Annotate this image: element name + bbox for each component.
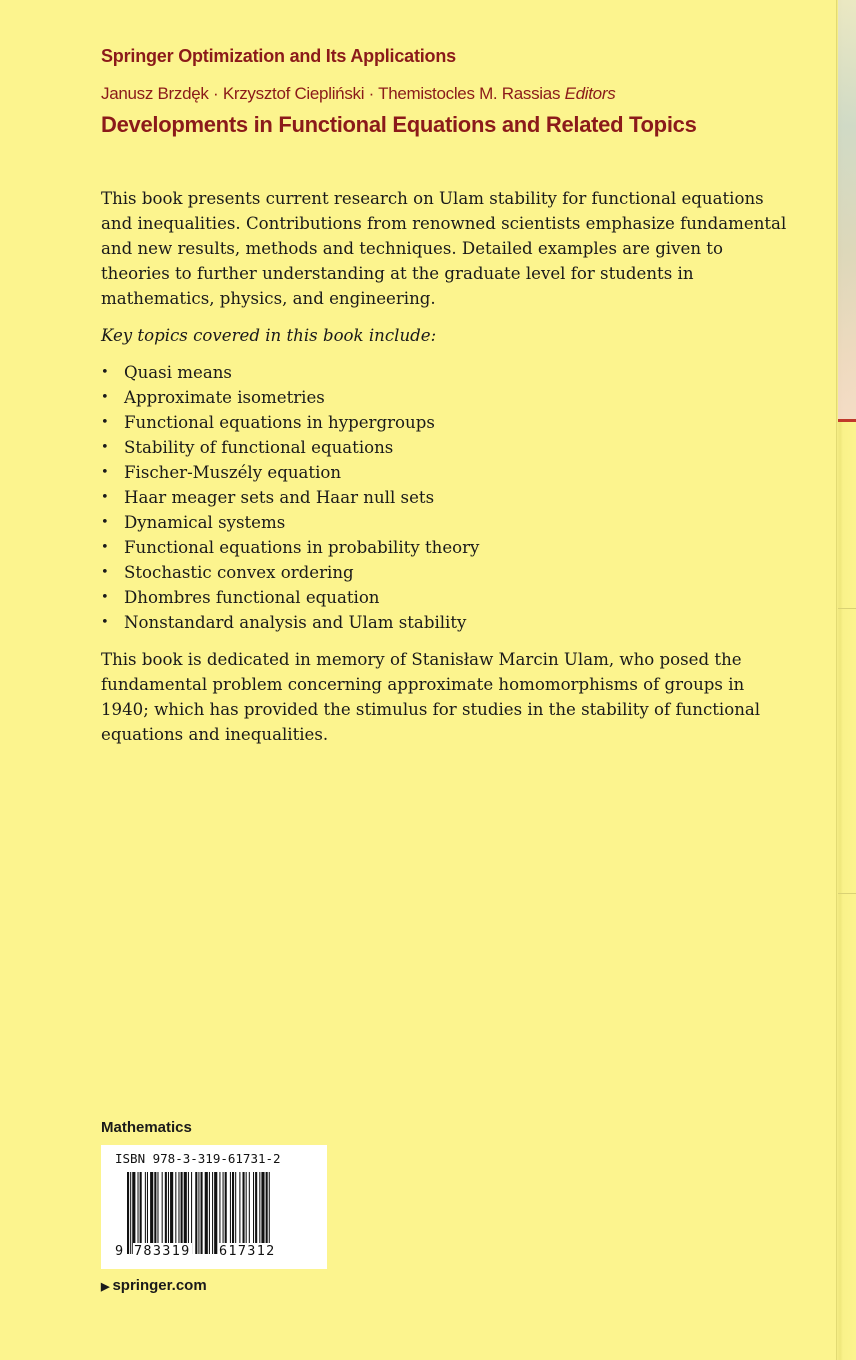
- editor-separator: ·: [208, 84, 223, 103]
- barcode-bar: [157, 1172, 158, 1254]
- barcode-digits-right: 617312: [219, 1243, 276, 1259]
- key-topics-heading: Key topics covered in this book include:: [101, 326, 437, 345]
- editor-separator: ·: [364, 84, 379, 103]
- barcode-bar: [168, 1172, 169, 1254]
- bullet-icon: •: [101, 440, 109, 455]
- barcode-bar: [147, 1172, 148, 1254]
- editors-line: [101, 84, 615, 104]
- barcode-digit-first: 9: [115, 1243, 124, 1259]
- list-item: [101, 585, 479, 610]
- topic-text: Stability of functional equations: [124, 438, 394, 457]
- spine-red-line: [838, 419, 856, 422]
- barcode-bar: [154, 1172, 156, 1254]
- bullet-icon: •: [101, 615, 109, 630]
- barcode-bar: [214, 1172, 217, 1254]
- barcode-bar: [165, 1172, 167, 1254]
- barcode-bar: [188, 1172, 189, 1254]
- topic-text: Approximate isometries: [124, 388, 325, 407]
- bullet-icon: •: [101, 590, 109, 605]
- topic-text: Stochastic convex ordering: [124, 563, 354, 582]
- bullet-icon: •: [101, 415, 109, 430]
- dedication-paragraph: This book is dedicated in memory of Stanisław Marcin Ulam, who posed the fundamental problem concerning approximate homomorphisms of groups in 1940; which has provided the stimulus for studies in the stability of functional equations and inequalities.: [101, 650, 761, 744]
- barcode-bar: [132, 1172, 135, 1254]
- list-item: [101, 510, 479, 535]
- barcode-bar: [191, 1172, 192, 1254]
- bullet-icon: •: [101, 515, 109, 530]
- barcode-bar: [212, 1172, 213, 1254]
- spine-crease: [838, 608, 856, 609]
- topic-text: Dhombres functional equation: [124, 588, 380, 607]
- barcode-bar: [246, 1172, 247, 1254]
- list-item: [101, 610, 479, 635]
- barcode-bar: [232, 1172, 234, 1254]
- barcode-bar: [253, 1172, 254, 1254]
- barcode-bar: [195, 1172, 197, 1254]
- bullet-icon: •: [101, 540, 109, 555]
- barcode-bar: [266, 1172, 268, 1254]
- spine-crease: [838, 893, 856, 894]
- barcode-bar: [205, 1172, 208, 1254]
- barcode-bar: [138, 1172, 139, 1254]
- barcode-bar: [223, 1172, 224, 1254]
- barcode-bar: [261, 1172, 264, 1254]
- list-item: [101, 360, 479, 385]
- list-item: [101, 385, 479, 410]
- spine-image-strip: [838, 0, 856, 420]
- barcode-bar: [175, 1172, 176, 1254]
- barcode-bar: [130, 1172, 131, 1254]
- barcode-bar: [201, 1172, 203, 1254]
- bullet-icon: •: [101, 465, 109, 480]
- topics-list: [101, 360, 479, 635]
- barcode-bar: [150, 1172, 153, 1254]
- barcode-bar: [269, 1172, 270, 1254]
- isbn-barcode: [101, 1145, 327, 1269]
- barcode-bar: [181, 1172, 183, 1254]
- barcode-bar: [170, 1172, 173, 1254]
- list-item: [101, 485, 479, 510]
- barcode-bar: [184, 1172, 187, 1254]
- topic-text: Haar meager sets and Haar null sets: [124, 488, 435, 507]
- list-item: [101, 410, 479, 435]
- topic-text: Quasi means: [124, 363, 232, 382]
- barcode-bar: [209, 1172, 210, 1254]
- topic-text: Functional equations in probability theory: [124, 538, 480, 557]
- barcode-bar: [235, 1172, 236, 1254]
- barcode-bar: [225, 1172, 227, 1254]
- editor-name: Janusz Brzdęk: [101, 84, 209, 103]
- topic-text: Fischer-Muszély equation: [124, 463, 342, 482]
- list-item: [101, 535, 479, 560]
- barcode-bar: [219, 1172, 220, 1254]
- subject-label: Mathematics: [101, 1119, 192, 1136]
- barcode-bar: [178, 1172, 179, 1254]
- list-item: [101, 460, 479, 485]
- barcode-bar: [243, 1172, 245, 1254]
- barcode-bar: [140, 1172, 142, 1254]
- topic-text: Nonstandard analysis and Ulam stability: [124, 613, 467, 632]
- book-title: Developments in Functional Equations and Related Topics: [101, 112, 697, 137]
- editor-name: Krzysztof Ciepliński: [222, 84, 365, 103]
- barcode-bar: [230, 1172, 231, 1254]
- isbn-text: ISBN 978-3-319-61731-2: [115, 1151, 281, 1166]
- barcode-bar: [198, 1172, 199, 1254]
- barcode-bar: [127, 1172, 129, 1254]
- barcode-digits-left: 783319: [134, 1243, 191, 1259]
- barcode-bar: [162, 1172, 163, 1254]
- publisher-website[interactable]: [101, 1277, 207, 1294]
- barcode-bar: [255, 1172, 257, 1254]
- topic-text: Functional equations in hypergroups: [124, 413, 435, 432]
- bullet-icon: •: [101, 365, 109, 380]
- list-item: [101, 435, 479, 460]
- barcode-bar: [239, 1172, 240, 1254]
- barcode-bars: [127, 1172, 303, 1254]
- editor-name: Themistocles M. Rassias: [378, 84, 561, 103]
- arrow-right-icon: ▶: [101, 1281, 110, 1293]
- bullet-icon: •: [101, 390, 109, 405]
- list-item: [101, 560, 479, 585]
- series-title: Springer Optimization and Its Applications: [101, 46, 456, 66]
- topic-text: Dynamical systems: [124, 513, 286, 532]
- bullet-icon: •: [101, 490, 109, 505]
- barcode-bar: [145, 1172, 146, 1254]
- bullet-icon: •: [101, 565, 109, 580]
- barcode-bar: [249, 1172, 250, 1254]
- barcode-bar: [259, 1172, 260, 1254]
- editors-role: Editors: [564, 84, 616, 103]
- book-description: This book presents current research on Ulam stability for functional equations and inequalities. Contributions from renowned scientists emphasize fundamental and new results, methods and techniques. Detailed examples are given to theories to further understanding at the graduate level for students in mathematics, physics, and engineering.: [101, 189, 787, 308]
- website-link-text: springer.com: [112, 1277, 207, 1294]
